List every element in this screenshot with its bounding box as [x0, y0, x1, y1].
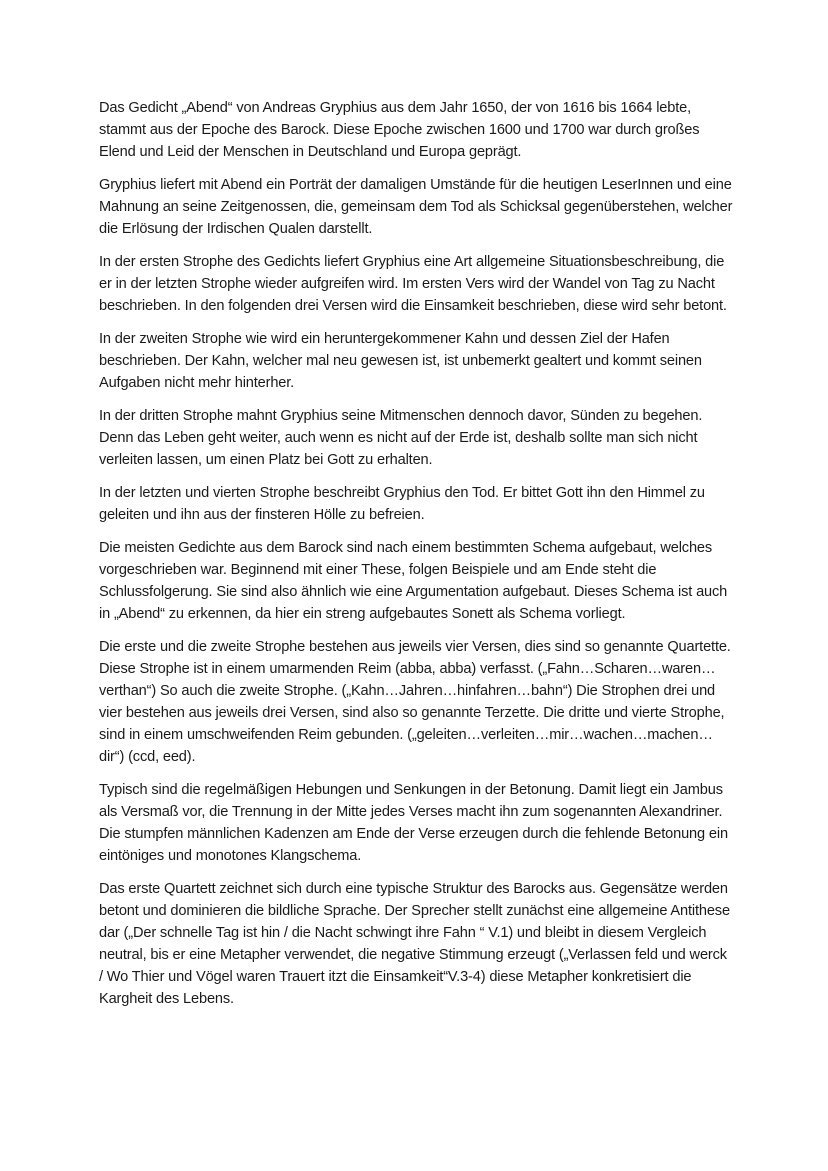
- paragraph-second-stanza: In der zweiten Strophe wie wird ein heruntergekommener Kahn und dessen Ziel der Hafen beschrieben. Der Kahn, welcher mal neu gewesen ist, ist unbemerkt gealtert und kommt seinen Aufgaben nicht mehr hinterher.: [99, 331, 702, 391]
- paragraph-meter: Typisch sind die regelmäßigen Hebungen und Senkungen in der Betonung. Damit liegt ein Jambus als Versmaß vor, die Trennung in der Mitte jedes Verses macht ihn zum sogenannten Alexandriner. Die stumpfen männlichen Kadenzen am Ende der Verse erzeugen durch die fehlende Betonung ein eintöniges und monotones Klangschema.: [99, 782, 728, 864]
- paragraph-third-stanza: In der dritten Strophe mahnt Gryphius seine Mitmenschen dennoch davor, Sünden zu begehen. Denn das Leben geht weiter, auch wenn es nicht auf der Erde ist, deshalb sollte man sich nicht verleiten lassen, um einen Platz bei Gott zu erhalten.: [99, 408, 703, 468]
- paragraph-schema: Die meisten Gedichte aus dem Barock sind nach einem bestimmten Schema aufgebaut, welches vorgeschrieben war. Beginnend mit einer These, folgen Beispiele und am Ende steht die Schlussfolgerung. Sie sind also ähnlich wie eine Argumentation aufgebaut. Dieses Schema ist auch in „Abend“ zu erkennen, da hier ein streng aufgebautes Sonett als Schema vorliegt.: [99, 540, 728, 622]
- paragraph-first-quartet: Das erste Quartett zeichnet sich durch eine typische Struktur des Barocks aus. Gegensätze werden betont und dominieren die bildliche Sprache. Der Sprecher stellt zunächst eine allgemeine Antithese dar („Der schnelle Tag ist hin / die Nacht schwingt ihre Fahn “ V.1) und bleibt in diesem Vergleich neutral, bis er eine Metapher verwendet, die negative Stimmung erzeugt („Verlassen feld und werck / Wo Thier und Vögel waren Trauert itzt die Einsamkeit“V.3-4) diese Metapher konkretisiert die Kargheit des Lebens.: [99, 881, 730, 1007]
- paragraph-first-stanza: In der ersten Strophe des Gedichts liefert Gryphius eine Art allgemeine Situationsbeschreibung, die er in der letzten Strophe wieder aufgreifen wird. Im ersten Vers wird der Wandel von Tag zu Nacht beschrieben. In den folgenden drei Versen wird die Einsamkeit beschrieben, diese wird sehr betont.: [99, 254, 727, 314]
- paragraph-rhyme-scheme: Die erste und die zweite Strophe bestehen aus jeweils vier Versen, dies sind so genannte Quartette. Diese Strophe ist in einem umarmenden Reim (abba, abba) verfasst. („Fahn…Scharen…waren…verthan“) So auch die zweite Strophe. („Kahn…Jahren…hinfahren…bahn“) Die Strophen drei und vier bestehen aus jeweils drei Versen, sind also so genannte Terzette. Die dritte und vierte Strophe, sind in einem umschweifenden Reim gebunden. („geleiten…verleiten…mir…wachen…machen…dir“) (ccd, eed).: [99, 639, 731, 765]
- paragraph-portrait: Gryphius liefert mit Abend ein Porträt der damaligen Umstände für die heutigen LeserInnen und eine Mahnung an seine Zeitgenossen, die, gemeinsam dem Tod als Schicksal gegenüberstehen, welcher die Erlösung der Irdischen Qualen darstellt.: [99, 177, 733, 237]
- document-page: [99, 97, 734, 1021]
- paragraph-fourth-stanza: In der letzten und vierten Strophe beschreibt Gryphius den Tod. Er bittet Gott ihn den Himmel zu geleiten und ihn aus der finsteren Hölle zu befreien.: [99, 485, 705, 523]
- paragraph-introduction: Das Gedicht „Abend“ von Andreas Gryphius aus dem Jahr 1650, der von 1616 bis 1664 lebte, stammt aus der Epoche des Barock. Diese Epoche zwischen 1600 und 1700 war durch großes Elend und Leid der Menschen in Deutschland und Europa geprägt.: [99, 100, 700, 160]
